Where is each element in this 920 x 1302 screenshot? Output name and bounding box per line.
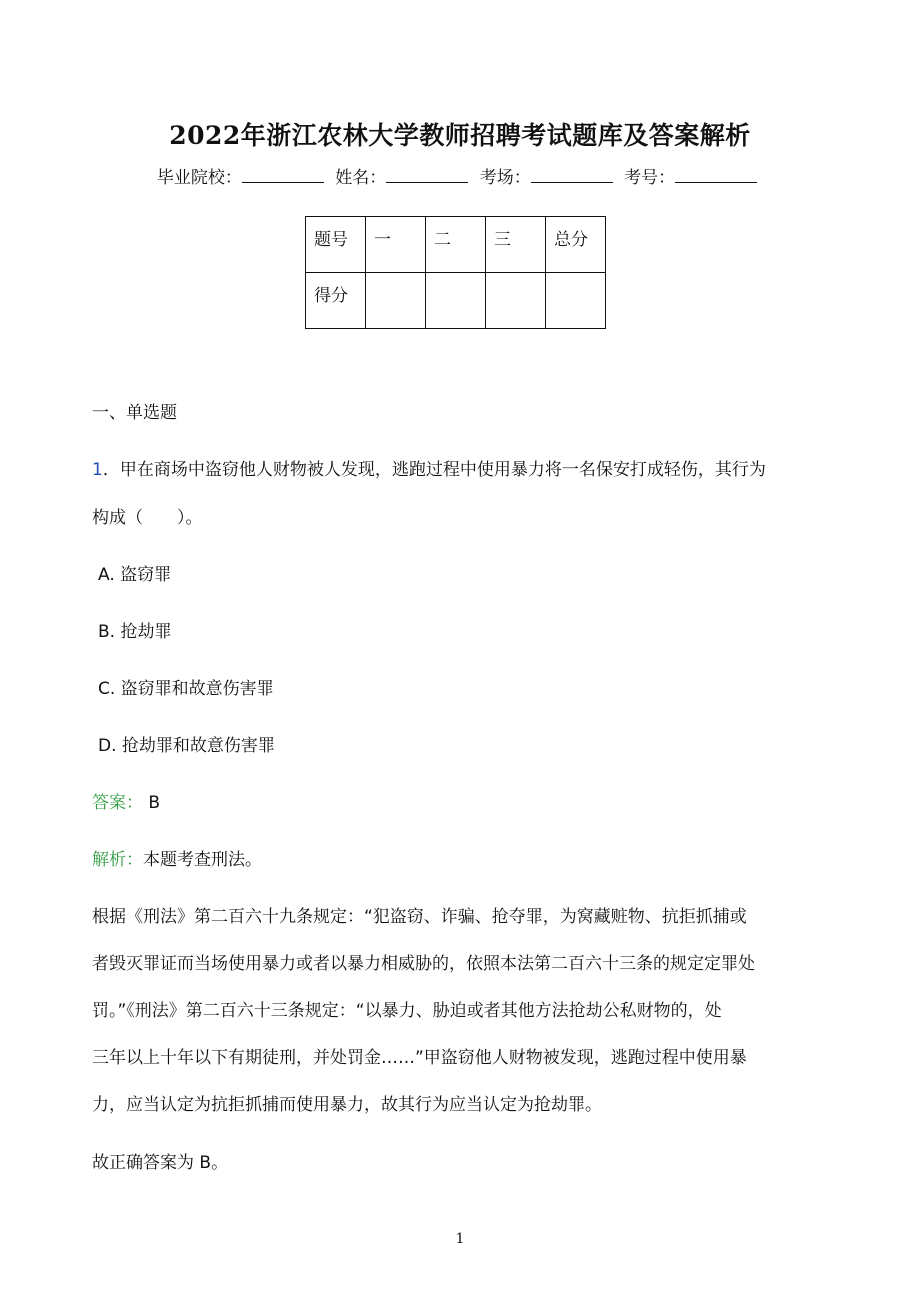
blank-number: [675, 165, 757, 183]
analysis-text: 本题考查刑法。: [143, 850, 262, 870]
question-stem-line-1: [92, 455, 766, 480]
score-header-cell: 题号: [306, 217, 366, 273]
field-label-school: 毕业院校：: [156, 168, 242, 188]
question-text: ．甲在商场中盗窃他人财物被人发现，逃跑过程中使用暴力将一名保安打成轻伤，其行为: [102, 460, 766, 480]
answer-value: B: [143, 793, 161, 813]
score-empty-cell: [486, 273, 546, 329]
analysis-line: [92, 845, 262, 870]
analysis-body-line: 根据《刑法》第二百六十九条规定：“犯盗窃、诈骗、抢夺罪，为窝藏赃物、抗拒抓捕或: [92, 907, 747, 927]
page-title: 2022年浙江农林大学教师招聘考试题库及答案解析: [169, 121, 751, 150]
score-table-header-row: [306, 217, 606, 273]
blank-room: [531, 165, 613, 183]
question-number: 1: [92, 460, 103, 480]
analysis-body-line: 三年以上十年以下有期徒刑，并处罚金……”甲盗窃他人财物被发现，逃跑过程中使用暴: [92, 1048, 747, 1068]
field-label-number: 考号：: [624, 168, 676, 188]
blank-school: [242, 165, 324, 183]
answer-line: [92, 788, 160, 813]
page-number: 1: [455, 1231, 465, 1247]
blank-name: [386, 165, 468, 183]
option-c: C. 盗窃罪和故意伤害罪: [98, 679, 274, 699]
score-empty-cell: [366, 273, 426, 329]
answer-label: 答案：: [92, 793, 143, 813]
field-label-name: 姓名：: [335, 168, 387, 188]
analysis-body-line: 力，应当认定为抗拒抓捕而使用暴力，故其行为应当认定为抢劫罪。: [92, 1095, 602, 1115]
option-a: A. 盗窃罪: [98, 565, 172, 585]
option-d: D. 抢劫罪和故意伤害罪: [98, 736, 275, 756]
score-header-cell: 二: [426, 217, 486, 273]
score-table: [305, 216, 606, 329]
option-b: B. 抢劫罪: [98, 622, 172, 642]
score-header-cell: 一: [366, 217, 426, 273]
conclusion-line: 故正确答案为 B。: [92, 1153, 229, 1173]
analysis-label: 解析：: [92, 850, 143, 870]
analysis-body-line: 罚。”《刑法》第二百六十三条规定：“以暴力、胁迫或者其他方法抢劫公私财物的，处: [92, 1001, 722, 1021]
score-empty-cell: [546, 273, 606, 329]
score-row-label: 得分: [306, 273, 366, 329]
score-table-score-row: [306, 273, 606, 329]
candidate-info-line: [0, 163, 920, 188]
score-empty-cell: [426, 273, 486, 329]
score-header-cell: 三: [486, 217, 546, 273]
field-label-room: 考场：: [479, 168, 531, 188]
question-stem-line-2: 构成（ ）。: [92, 508, 203, 528]
analysis-body-line: 者毁灭罪证而当场使用暴力或者以暴力相威胁的，依照本法第二百六十三条的规定定罪处: [92, 954, 755, 974]
section-heading: 一、单选题: [92, 403, 177, 423]
score-header-cell: 总分: [546, 217, 606, 273]
